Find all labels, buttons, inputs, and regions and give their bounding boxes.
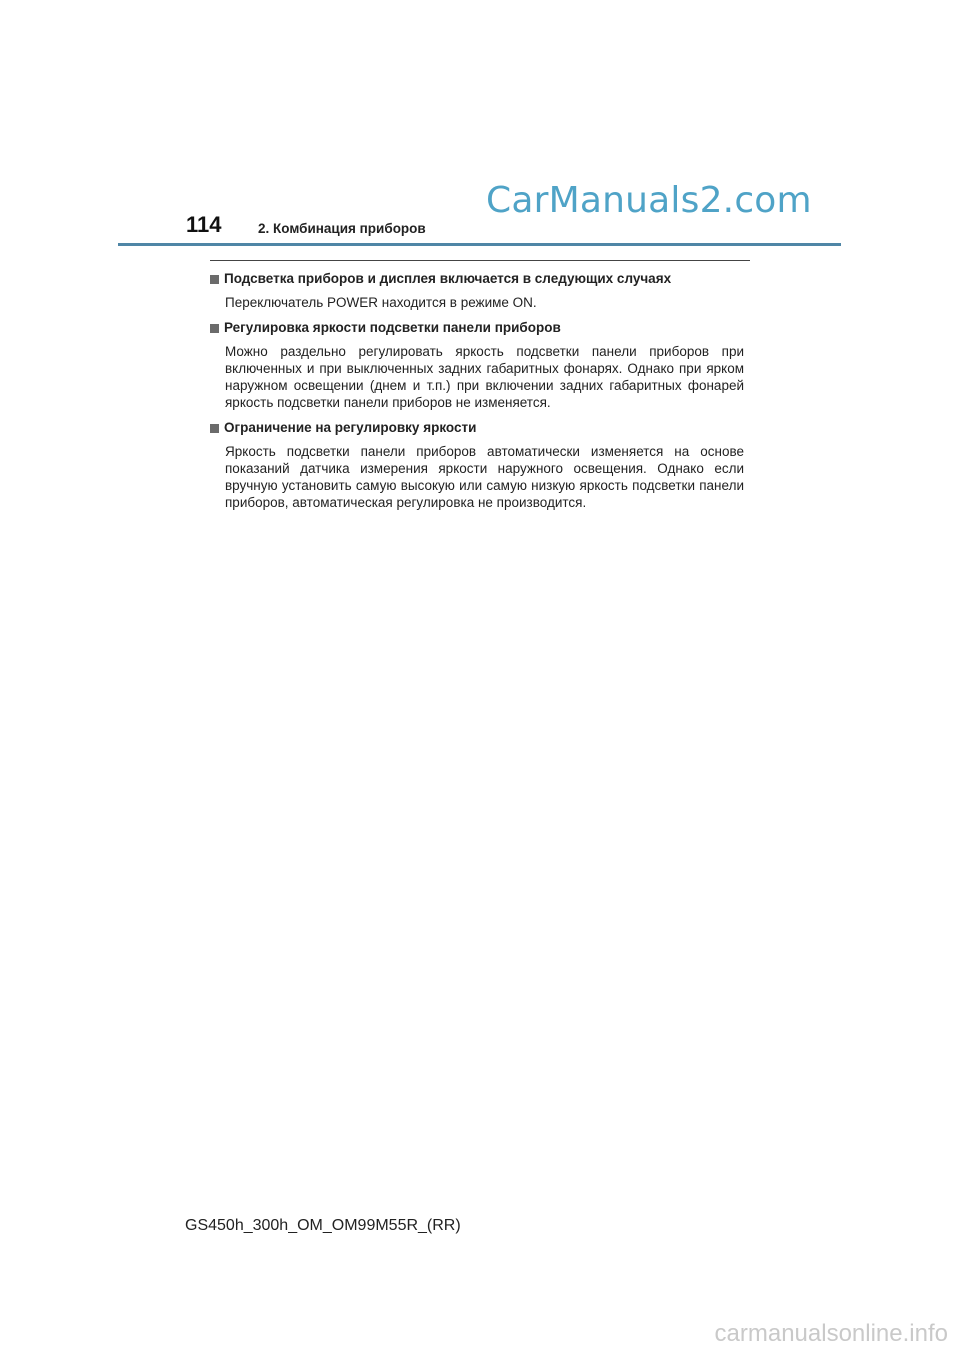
item-heading-text: Подсветка приборов и дисплея включается в следующих случаях — [224, 271, 672, 286]
item-heading — [210, 319, 744, 337]
item-body: Можно раздельно регулировать яркость подсветки панели приборов при включенных и при выключенных задних габаритных фонарях. Однако при ярком наружном освещении (днем и т.п.) при включении задних габаритных фонарей яркость подсветки панели приборов не изменяется. — [225, 344, 744, 410]
footer-document-code: GS450h_300h_OM_OM99M55R_(RR) — [185, 1217, 461, 1234]
content — [210, 270, 744, 519]
item-body: Переключатель POWER находится в режиме ON. — [225, 295, 537, 310]
header-rule — [118, 243, 841, 246]
watermark-top: CarManuals2.com — [486, 180, 812, 221]
square-bullet-icon — [210, 275, 219, 284]
item-heading-text: Ограничение на регулировку яркости — [224, 420, 477, 435]
item-body: Яркость подсветки панели приборов автоматически изменяется на основе показаний датчика измерения яркости наружного освещения. Однако если вручную установить самую высокую или самую низкую яркость подсветки панели приборов, автоматическая регулировка не производится. — [225, 444, 744, 510]
section-title: 2. Комбинация приборов — [258, 221, 426, 236]
item-3 — [210, 419, 744, 511]
watermark-bottom: carmanualsonline.info — [714, 1320, 948, 1347]
item-heading — [210, 419, 744, 437]
item-2 — [210, 319, 744, 411]
square-bullet-icon — [210, 324, 219, 333]
item-heading — [210, 270, 744, 288]
content-rule — [210, 260, 750, 261]
item-1 — [210, 270, 744, 311]
square-bullet-icon — [210, 424, 219, 433]
item-heading-text: Регулировка яркости подсветки панели приборов — [224, 320, 561, 335]
page-number: 114 — [186, 212, 222, 237]
